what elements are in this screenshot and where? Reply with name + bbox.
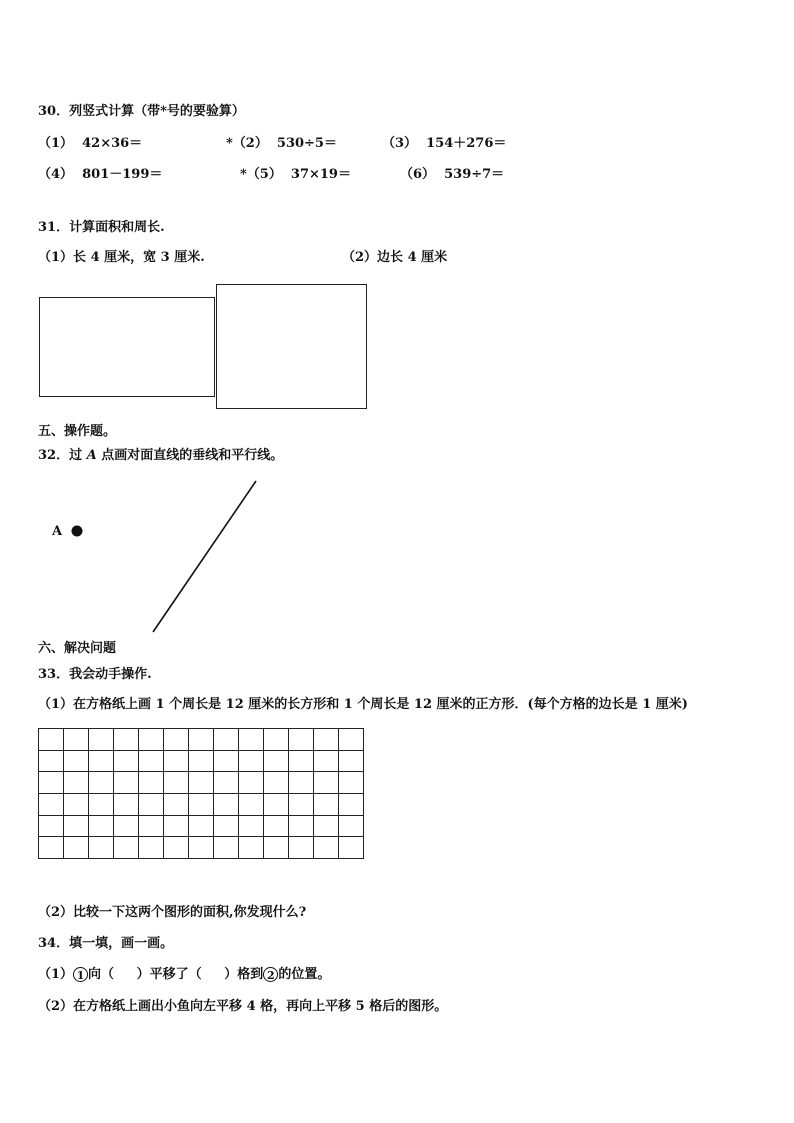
grid-cell <box>239 772 264 794</box>
grid-cell <box>114 816 139 838</box>
grid-cell <box>289 794 314 816</box>
grid-cell <box>189 837 214 859</box>
grid-cell <box>264 837 289 859</box>
grid-cell <box>239 816 264 838</box>
section-6-heading: 六、解决问题 <box>38 641 117 656</box>
grid-cell <box>114 837 139 859</box>
grid-cell <box>164 816 189 838</box>
grid-cell <box>164 772 189 794</box>
q34-sub2: （2）在方格纸上画出小鱼向左平移 4 格，再向上平移 5 格后的图形。 <box>38 999 448 1014</box>
grid-cell <box>139 837 164 859</box>
circled-number-1: 1 <box>73 967 88 982</box>
grid-cell <box>89 816 114 838</box>
grid-cell <box>339 772 364 794</box>
grid-cell <box>239 751 264 773</box>
grid-cell <box>139 751 164 773</box>
grid-cell <box>339 729 364 751</box>
grid-cell <box>189 751 214 773</box>
grid-cell <box>39 772 64 794</box>
grid-cell <box>339 837 364 859</box>
grid-cell <box>164 751 189 773</box>
grid-cell <box>89 729 114 751</box>
q30-item-1: （1） 42×36＝ <box>38 136 143 151</box>
q33-sub2: （2）比较一下这两个图形的面积,你发现什么? <box>38 905 307 920</box>
grid-cell <box>314 772 339 794</box>
grid-cell <box>264 772 289 794</box>
given-line <box>153 481 256 632</box>
grid-cell <box>239 794 264 816</box>
q30-item-2: *（2） 530÷5＝ <box>226 136 337 151</box>
grid-cell <box>214 837 239 859</box>
grid-cell <box>214 772 239 794</box>
grid-cell <box>289 772 314 794</box>
grid-cell <box>289 816 314 838</box>
grid-cell <box>39 837 64 859</box>
q34-sub1: （1） 1 向（ ）平移了（ ）格到 2 的位置。 <box>38 967 331 982</box>
q33-title: 33．我会动手操作. <box>38 667 152 682</box>
grid-cell <box>39 751 64 773</box>
circled-number-2: 2 <box>263 967 278 982</box>
grid-cell <box>214 794 239 816</box>
grid-cell <box>314 751 339 773</box>
q30-item-5: *（5） 37×19＝ <box>240 167 351 182</box>
grid-cell <box>239 729 264 751</box>
grid-cell <box>64 729 89 751</box>
q32-title: 32．过 A 点画对面直线的垂线和平行线。 <box>38 448 284 463</box>
grid-cell <box>264 729 289 751</box>
grid-cell <box>214 816 239 838</box>
grid-cell <box>314 837 339 859</box>
grid-cell <box>264 794 289 816</box>
q34-title: 34．填一填，画一画。 <box>38 936 174 951</box>
grid-cell <box>164 729 189 751</box>
grid-cell <box>114 794 139 816</box>
grid-cell <box>64 816 89 838</box>
grid-cell <box>139 772 164 794</box>
grid-cell <box>314 729 339 751</box>
grid-cell <box>289 837 314 859</box>
grid-cell <box>89 772 114 794</box>
grid-cell <box>339 751 364 773</box>
grid-cell <box>189 816 214 838</box>
grid-cell <box>64 837 89 859</box>
grid-cell <box>39 816 64 838</box>
grid-cell <box>39 794 64 816</box>
q30-title: 30．列竖式计算（带*号的要验算） <box>38 104 245 119</box>
grid-cell <box>264 816 289 838</box>
section-5-heading: 五、操作题。 <box>38 424 117 439</box>
grid-cell <box>289 729 314 751</box>
grid-cell <box>214 729 239 751</box>
grid-cell <box>139 729 164 751</box>
grid-cell <box>239 837 264 859</box>
grid-cell <box>89 751 114 773</box>
grid-cell <box>189 794 214 816</box>
grid-cell <box>314 816 339 838</box>
grid-cell <box>164 837 189 859</box>
q33-sub1: （1）在方格纸上画 1 个周长是 12 厘米的长方形和 1 个周长是 12 厘米的正方形．(每个方格的边长是 1 厘米) <box>38 697 688 712</box>
q31-title: 31．计算面积和周长. <box>38 220 165 235</box>
point-a-label: A <box>52 524 63 539</box>
grid-paper <box>38 728 364 859</box>
q30-item-3: （3） 154＋276＝ <box>382 136 507 151</box>
grid-cell <box>289 751 314 773</box>
grid-cell <box>89 794 114 816</box>
grid-cell <box>189 772 214 794</box>
grid-cell <box>189 729 214 751</box>
grid-cell <box>164 794 189 816</box>
grid-cell <box>339 816 364 838</box>
q30-item-4: （4） 801－199＝ <box>38 167 163 182</box>
q30-item-6: （6） 539÷7＝ <box>400 167 505 182</box>
grid-cell <box>114 772 139 794</box>
q31-sub1: （1）长 4 厘米，宽 3 厘米. <box>38 250 205 265</box>
grid-cell <box>39 729 64 751</box>
grid-cell <box>64 751 89 773</box>
grid-cell <box>339 794 364 816</box>
grid-cell <box>139 794 164 816</box>
grid-cell <box>114 751 139 773</box>
grid-cell <box>64 772 89 794</box>
grid-cell <box>89 837 114 859</box>
grid-cell <box>214 751 239 773</box>
grid-cell <box>264 751 289 773</box>
point-a-dot <box>72 526 83 537</box>
grid-cell <box>139 816 164 838</box>
q31-sub2: （2）边长 4 厘米 <box>342 250 448 265</box>
grid-cell <box>314 794 339 816</box>
grid-cell <box>114 729 139 751</box>
grid-cell <box>64 794 89 816</box>
